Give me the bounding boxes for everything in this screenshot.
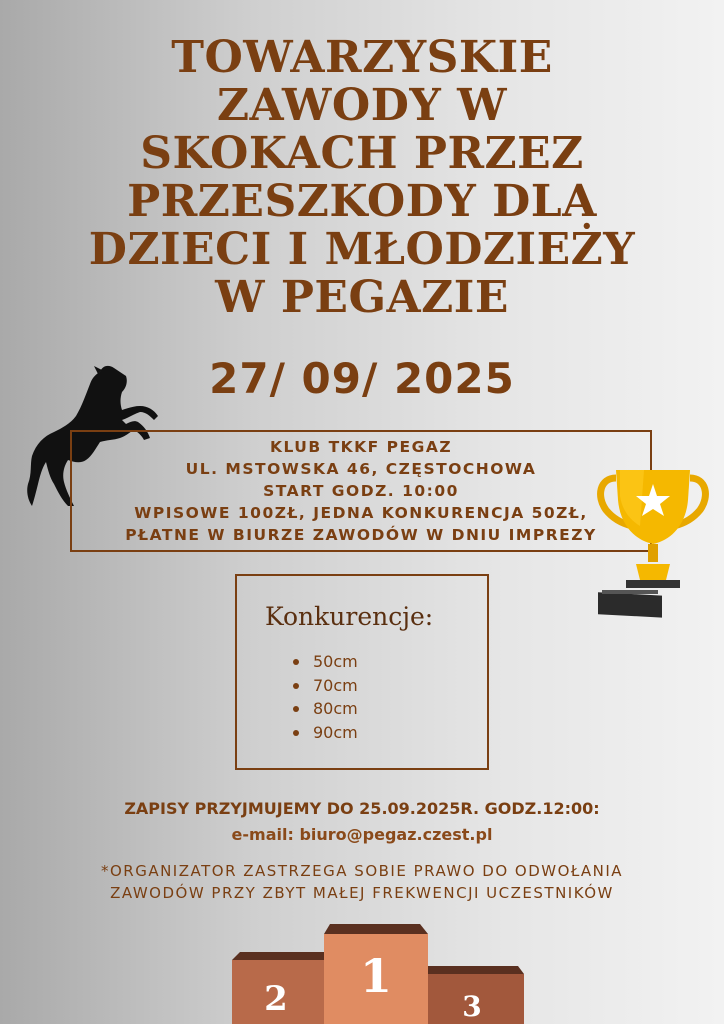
title-line: ZAWODY W (216, 80, 508, 131)
podium-first-label: 1 (359, 949, 393, 1003)
trophy-icon (594, 466, 712, 618)
title-line: SKOKACH PRZEZ (140, 128, 584, 179)
title-line: W PEGAZIE (215, 272, 509, 323)
podium-icon (232, 922, 524, 1024)
address: UL. MSTOWSKA 46, CZĘSTOCHOWA (185, 460, 537, 478)
event-title (40, 34, 684, 322)
title-line: DZIECI I MŁODZIEŻY (88, 224, 636, 275)
podium-second-label: 2 (264, 979, 288, 1019)
title-line: PRZESZKODY DLA (127, 176, 597, 227)
event-info-box (70, 430, 652, 552)
start-time: START GODZ. 10:00 (263, 482, 459, 500)
registration-email: e-mail: biuro@pegaz.czest.pl (231, 825, 493, 844)
registration-deadline: ZAPISY PRZYJMUJEMY DO 25.09.2025R. GODZ.12:00: (124, 799, 600, 818)
registration-info (0, 796, 724, 848)
club-name: KLUB TKKF PEGAZ (269, 438, 453, 456)
organizer-note (0, 860, 724, 904)
competitions-title: Konkurencje: (265, 602, 434, 631)
note-line: ZAWODÓW PRZY ZBYT MAŁEJ FREKWENCJI UCZESTNIKÓW (110, 884, 614, 902)
payment-info: PŁATNE W BIURZE ZAWODÓW W DNIU IMPREZY (125, 526, 597, 544)
list-item: 90cm (287, 721, 358, 745)
list-item: 70cm (287, 674, 358, 698)
competitions-list (287, 650, 358, 744)
list-item: 80cm (287, 697, 358, 721)
competitions-box (235, 574, 489, 770)
entry-fee: WPISOWE 100ZŁ, JEDNA KONKURENCJA 50ZŁ, (134, 504, 588, 522)
note-line: *ORGANIZATOR ZASTRZEGA SOBIE PRAWO DO ODWOŁANIA (100, 862, 624, 880)
podium-third-label: 3 (462, 990, 482, 1023)
event-date: 27/ 09/ 2025 (209, 354, 515, 403)
title-line: TOWARZYSKIE (171, 32, 553, 83)
list-item: 50cm (287, 650, 358, 674)
